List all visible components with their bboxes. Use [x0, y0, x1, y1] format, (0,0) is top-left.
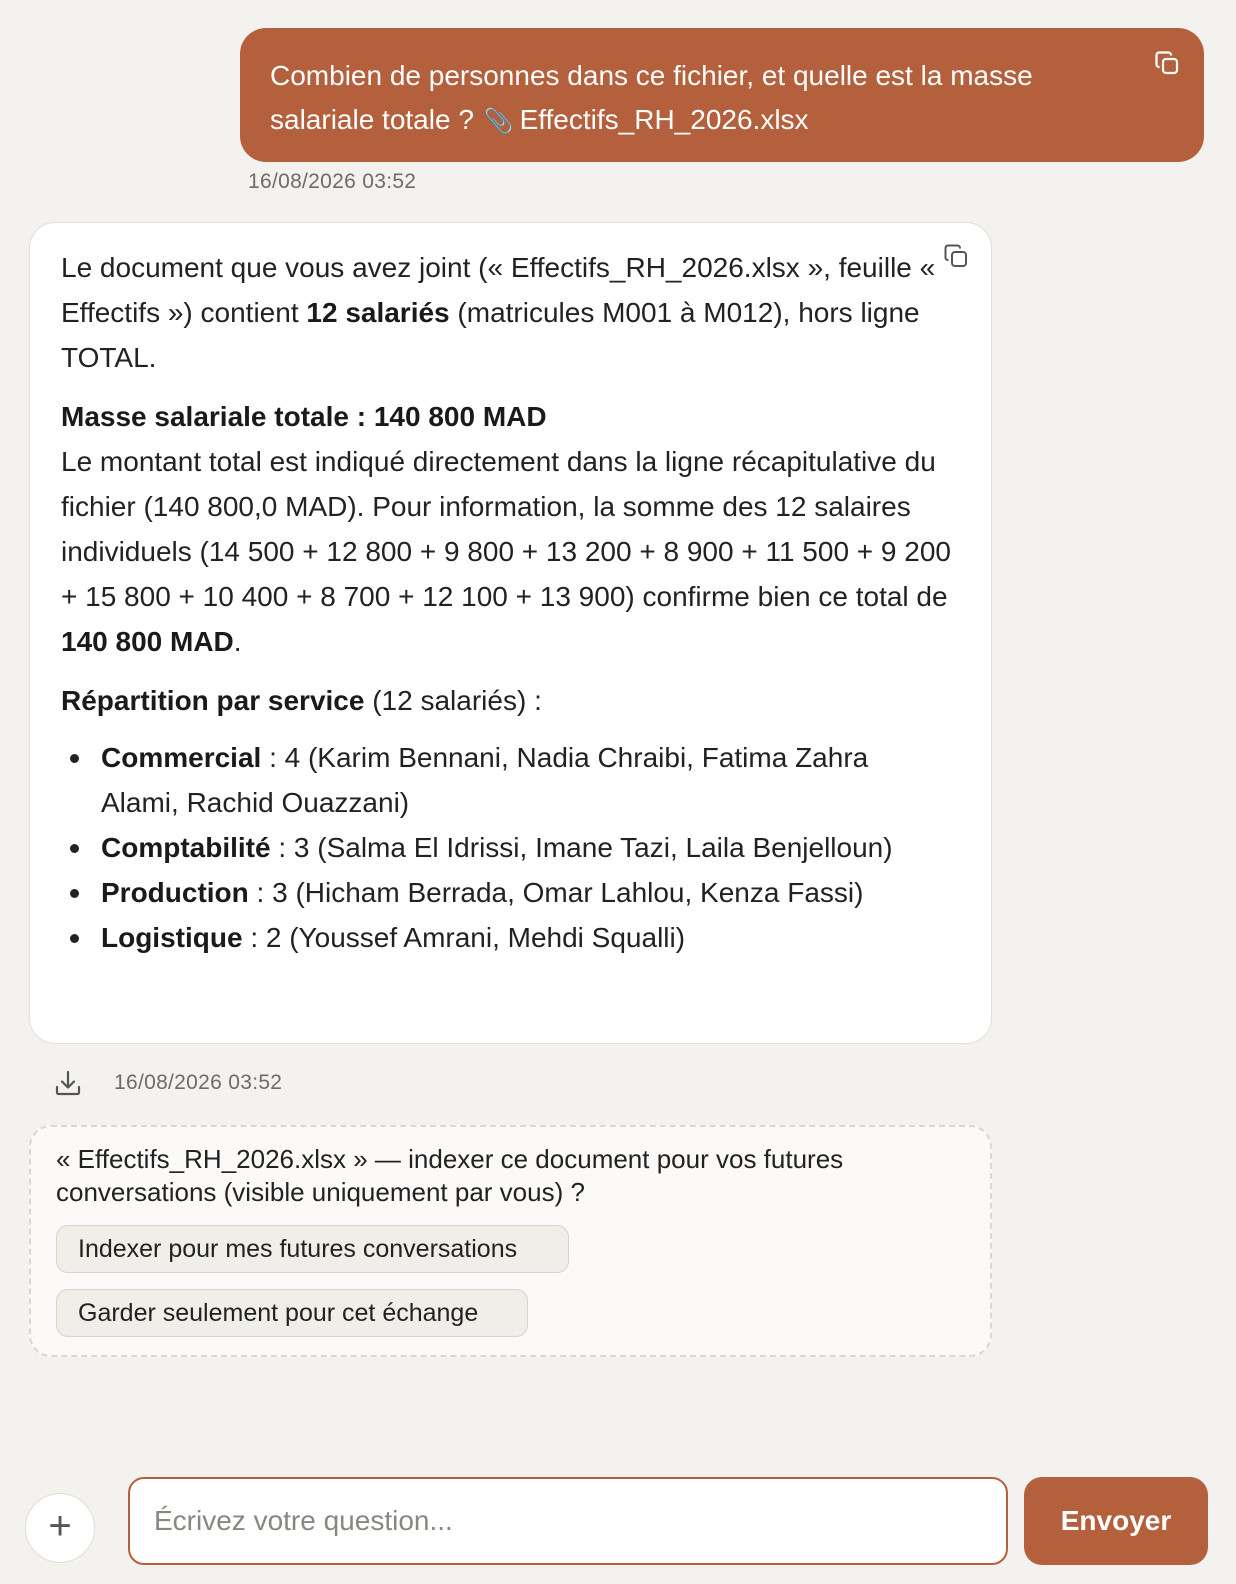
total-body: Le montant total est indiqué directement dans la ligne récapitulative du fichier (140 800,0 MAD). Pour information, la somme des 12 salaires individuels (14 500 + 12 800 + 9 800 + 13 200 + 8 900 + 11 500 + 9 200 + 15 800 + 10 400 + 8 700 + 12 100 + 13 900) confirme bien ce total de	[61, 446, 951, 612]
keep-for-exchange-button[interactable]: Garder seulement pour cet échange	[56, 1289, 528, 1337]
service-list	[61, 735, 951, 960]
user-message-text: Combien de personnes dans ce fichier, et quelle est la masse salariale totale ?	[270, 60, 1033, 135]
breakdown-heading-line	[61, 678, 951, 723]
assistant-message-meta	[52, 1065, 282, 1101]
index-prompt-text: « Effectifs_RH_2026.xlsx » — indexer ce document pour vos futures conversations (visible uniquement par vous) ?	[56, 1144, 844, 1207]
service-name: Commercial	[101, 742, 262, 773]
assistant-message-bubble	[29, 222, 992, 1044]
intro-text: Le document que vous avez joint (« Effectifs_RH_2026.xlsx », feuille « Effectifs ») contient	[61, 252, 936, 328]
service-detail: : 2 (Youssef Amrani, Mehdi Squalli)	[242, 922, 686, 953]
total-end: .	[233, 626, 242, 657]
service-detail: : 3 (Salma El Idrissi, Imane Tazi, Laila Benjelloun)	[270, 832, 893, 863]
user-message-bubble	[240, 28, 1204, 162]
service-name: Comptabilité	[101, 832, 271, 863]
total-section	[61, 394, 951, 664]
attachment-name[interactable]: Effectifs_RH_2026.xlsx	[519, 104, 809, 135]
assistant-intro	[61, 245, 951, 380]
breakdown-heading: Répartition par service	[61, 685, 365, 716]
total-amount: 140 800 MAD	[61, 626, 234, 657]
service-item	[61, 825, 951, 870]
user-message-timestamp: 16/08/2026 03:52	[248, 170, 417, 193]
total-heading: Masse salariale totale : 140 800 MAD	[61, 401, 547, 432]
copy-icon[interactable]	[1152, 48, 1182, 78]
download-icon[interactable]	[52, 1067, 84, 1099]
index-prompt-card	[29, 1125, 992, 1357]
copy-icon[interactable]	[941, 241, 971, 271]
service-name: Production	[101, 877, 249, 908]
add-attachment-button[interactable]	[25, 1493, 95, 1563]
plus-icon: +	[48, 1504, 72, 1548]
assistant-message-timestamp: 16/08/2026 03:52	[114, 1071, 283, 1094]
service-name: Logistique	[101, 922, 243, 953]
service-item	[61, 870, 951, 915]
intro-text-end: (matricules M001 à M012), hors ligne TOTAL.	[61, 297, 920, 373]
service-item	[61, 735, 951, 825]
breakdown-suffix: (12 salariés) :	[364, 685, 542, 716]
service-detail: : 4 (Karim Bennani, Nadia Chraibi, Fatima Zahra Alami, Rachid Ouazzani)	[101, 742, 869, 818]
question-input[interactable]	[128, 1477, 1008, 1565]
index-document-button[interactable]: Indexer pour mes futures conversations	[56, 1225, 569, 1273]
paperclip-icon: 📎	[483, 108, 514, 135]
employee-count: 12 salariés	[306, 297, 450, 328]
service-detail: : 3 (Hicham Berrada, Omar Lahlou, Kenza Fassi)	[248, 877, 864, 908]
service-item	[61, 915, 951, 960]
send-button[interactable]: Envoyer	[1024, 1477, 1208, 1565]
